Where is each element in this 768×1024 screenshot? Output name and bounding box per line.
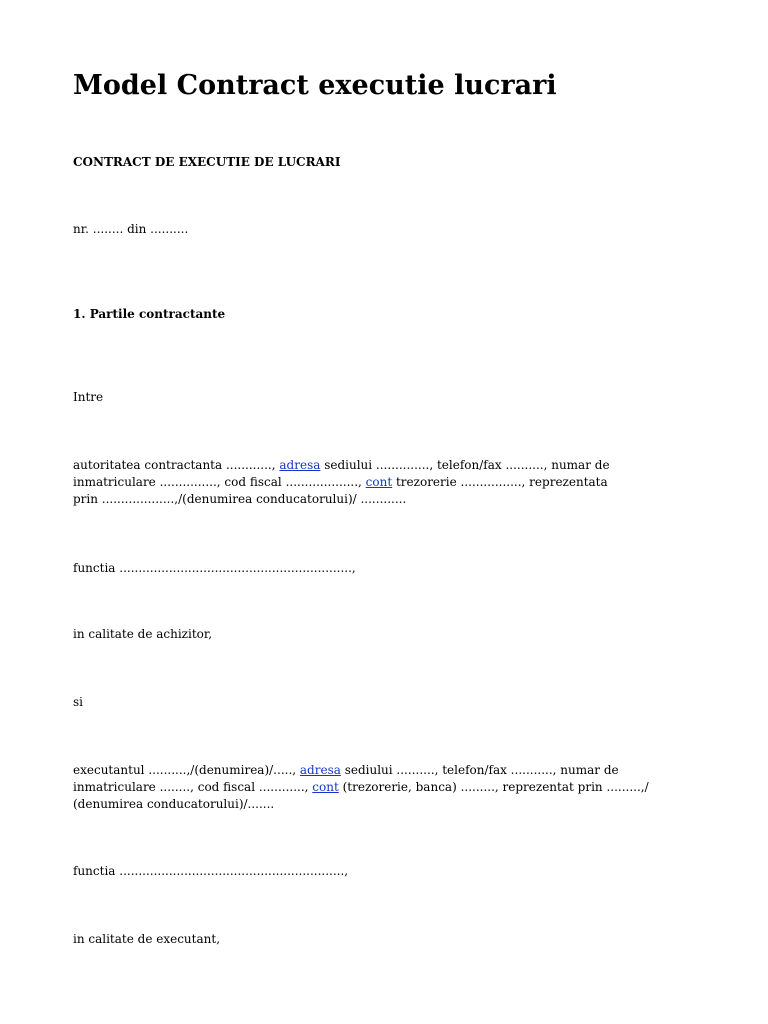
contractor-line-1-start: executantul ..........,/(denumirea)/.....,: [73, 763, 300, 777]
authority-line-1-end: sediului .............., telefon/fax .........., numar de: [320, 458, 610, 472]
executant-role-text: in calitate de executant,: [73, 932, 221, 946]
contractor-line-1: [73, 762, 673, 779]
cont-link[interactable]: cont: [365, 475, 393, 489]
authority-line-2: [73, 474, 673, 491]
contractor-paragraph: [73, 762, 673, 813]
contract-heading: CONTRACT DE EXECUTIE DE LUCRARI: [73, 155, 341, 169]
authority-line-1: [73, 457, 673, 474]
adresa-link[interactable]: adresa: [299, 763, 341, 777]
cont-link[interactable]: cont: [312, 780, 339, 794]
contractor-line-1-end: sediului .........., telefon/fax ..........., numar de: [340, 763, 619, 777]
contractor-line-2: [73, 779, 673, 796]
adresa-link[interactable]: adresa: [279, 458, 321, 472]
si-text: si: [73, 695, 83, 709]
intre-text: Intre: [73, 390, 104, 404]
functia-line-executant: functia ...........................................................,: [73, 864, 349, 878]
authority-paragraph: [73, 457, 673, 508]
authority-line-3: prin ...................,/(denumirea conducatorului)/ ............: [73, 492, 407, 506]
contract-number-line: nr. ........ din ..........: [73, 222, 189, 236]
functia-line-achizitor: functia .............................................................,: [73, 561, 356, 575]
authority-line-2-start: inmatriculare ..............., cod fiscal ...................,: [73, 475, 366, 489]
authority-line-2-end: trezorerie ................, reprezentata: [392, 475, 608, 489]
achizitor-role-text: in calitate de achizitor,: [73, 627, 213, 641]
authority-line-1-start: autoritatea contractanta ............,: [73, 458, 280, 472]
section-heading-parties: 1. Partile contractante: [73, 307, 226, 321]
contractor-line-2-end: (trezorerie, banca) ........., reprezentat prin .........,/: [338, 780, 649, 794]
contractor-line-2-start: inmatriculare ........, cod fiscal ............,: [73, 780, 313, 794]
contractor-line-3: (denumirea conducatorului)/.......: [73, 797, 275, 811]
document-title: Model Contract executie lucrari: [73, 70, 557, 101]
